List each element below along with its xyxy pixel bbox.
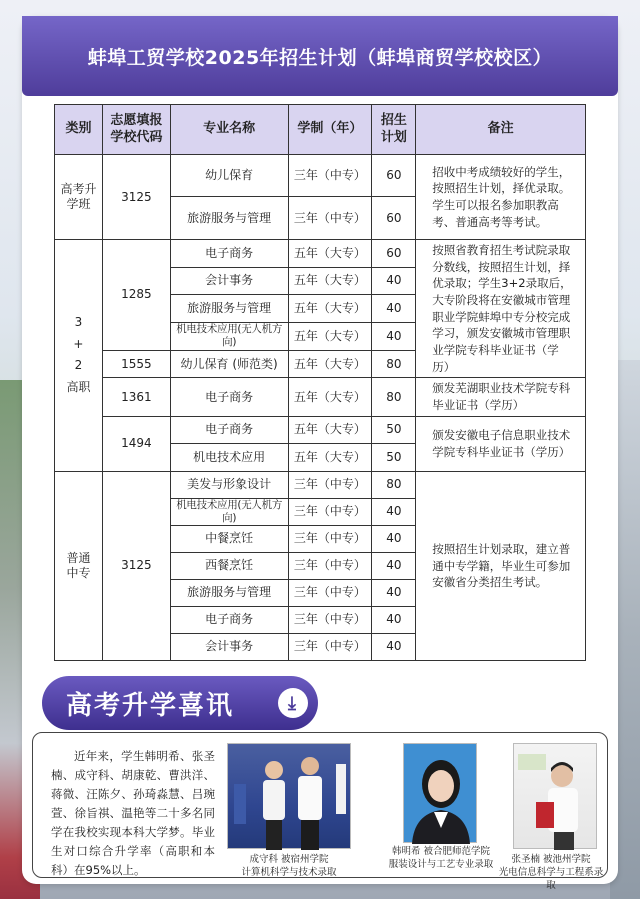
plan-cell: 40 [372, 498, 416, 525]
school-code-cell: 1494 [102, 416, 170, 471]
years-cell: 三年（中专） [288, 471, 372, 498]
header-category: 类别 [55, 105, 103, 155]
news-title-text: 高考升学喜讯 [66, 690, 235, 721]
header-remarks: 备注 [416, 105, 586, 155]
student-photo [227, 743, 351, 849]
student-caption-line: 韩明希 被合肥师范学院 [391, 846, 491, 857]
plan-cell: 40 [372, 606, 416, 633]
student-caption-line: 服装设计与工艺专业录取 [388, 859, 494, 870]
plan-cell: 40 [372, 525, 416, 552]
category-cell: 3 + 2 高职 [55, 240, 103, 472]
major-cell: 西餐烹饪 [170, 552, 288, 579]
years-cell: 五年（大专） [288, 240, 372, 268]
table-row [55, 471, 586, 498]
remarks-cell: 颁发安徽电子信息职业技术学院专科毕业证书（学历） [416, 416, 586, 471]
news-text: 近年来，学生韩明希、张圣楠、成守科、胡康乾、曹洪洋、蒋微、汪陈夕、孙琦淼慧、吕琬萱、徐旨祺、温艳等二十多名同学在我校实现本科大学梦。毕业生对口综合升学率（高职和本科）在95%以上。 [51, 749, 215, 877]
years-cell: 五年（大专） [288, 350, 372, 378]
major-cell: 机电技术应用(无人机方向) [170, 498, 288, 525]
student-caption-line: 张圣楠 被池州学院 [511, 854, 591, 865]
table-row [55, 378, 586, 416]
school-code-cell: 3125 [102, 471, 170, 660]
header-years: 学制（年） [288, 105, 372, 155]
header-school-code: 志愿填报 学校代码 [102, 105, 170, 155]
remarks-cell: 招收中考成绩较好的学生，按照招生计划，择优录取。学生可以报名参加职教高考、普通高考等考试。 [416, 155, 586, 240]
plan-cell: 40 [372, 552, 416, 579]
major-cell: 电子商务 [170, 378, 288, 416]
page-title: 蚌埠工贸学校2025年招生计划（蚌埠商贸学校校区） [22, 16, 618, 96]
plan-cell: 80 [372, 378, 416, 416]
years-cell: 五年（大专） [288, 295, 372, 323]
years-cell: 三年（中专） [288, 197, 372, 240]
plan-cell: 80 [372, 350, 416, 378]
major-cell: 电子商务 [170, 240, 288, 268]
student-caption [495, 853, 607, 892]
student-photo-illustration [404, 744, 478, 844]
plan-cell: 60 [372, 197, 416, 240]
news-box [32, 732, 608, 891]
years-cell: 三年（中专） [288, 155, 372, 197]
major-cell: 会计事务 [170, 633, 288, 660]
major-cell: 机电技术应用 [170, 443, 288, 471]
student-photo-illustration [514, 744, 598, 850]
major-cell: 会计事务 [170, 267, 288, 295]
table-row [55, 416, 586, 443]
major-cell: 幼儿保育 [170, 155, 288, 197]
category-cell: 高考升 学班 [55, 155, 103, 240]
student-caption [381, 845, 501, 871]
student-caption-line: 计算机科学与技术录取 [241, 867, 337, 878]
table-row [55, 155, 586, 197]
school-code-cell: 1555 [102, 350, 170, 378]
student-photo [513, 743, 597, 849]
major-cell: 旅游服务与管理 [170, 295, 288, 323]
enrollment-table [54, 104, 586, 661]
major-cell: 美发与形象设计 [170, 471, 288, 498]
header-major: 专业名称 [170, 105, 288, 155]
years-cell: 三年（中专） [288, 525, 372, 552]
student-photo-illustration [228, 744, 352, 850]
major-cell: 机电技术应用(无人机方向) [170, 322, 288, 350]
years-cell: 三年（中专） [288, 552, 372, 579]
major-cell: 旅游服务与管理 [170, 197, 288, 240]
years-cell: 三年（中专） [288, 633, 372, 660]
plan-cell: 50 [372, 416, 416, 443]
remarks-cell: 按照省教育招生考试院录取分数线，按照招生计划，择优录取；学生3+2录取后，大专阶段将在安徽城市管理职业学院蚌埠中专分校完成学习，颁发安徽城市管理职业学院专科毕业证书（学历） [416, 240, 586, 378]
years-cell: 五年（大专） [288, 378, 372, 416]
header-plan: 招生 计划 [372, 105, 416, 155]
plan-cell: 50 [372, 443, 416, 471]
years-cell: 五年（大专） [288, 267, 372, 295]
student-photo [403, 743, 477, 843]
plan-cell: 60 [372, 155, 416, 197]
plan-cell: 60 [372, 240, 416, 268]
school-code-cell: 1361 [102, 378, 170, 416]
student-caption [221, 853, 357, 879]
school-code-cell: 3125 [102, 155, 170, 240]
major-cell: 旅游服务与管理 [170, 579, 288, 606]
student-caption-line: 光电信息科学与工程系录取 [498, 867, 604, 891]
plan-cell: 40 [372, 322, 416, 350]
years-cell: 五年（大专） [288, 443, 372, 471]
plan-cell: 40 [372, 267, 416, 295]
years-cell: 三年（中专） [288, 498, 372, 525]
remarks-cell: 按照招生计划录取，建立普通中专学籍，毕业生可参加安徽省分类招生考试。 [416, 471, 586, 660]
years-cell: 三年（中专） [288, 579, 372, 606]
student-caption-line: 成守科 被宿州学院 [249, 854, 329, 865]
major-cell: 电子商务 [170, 416, 288, 443]
remarks-cell: 颁发芜湖职业技术学院专科毕业证书（学历） [416, 378, 586, 416]
news-section-title [42, 676, 318, 730]
years-cell: 五年（大专） [288, 322, 372, 350]
download-circle-icon: ⤓ [278, 688, 308, 718]
poster-card [22, 16, 618, 891]
table-row [55, 240, 586, 268]
years-cell: 五年（大专） [288, 416, 372, 443]
major-cell: 中餐烹饪 [170, 525, 288, 552]
table-header-row [55, 105, 586, 155]
major-cell: 幼儿保育 (师范类) [170, 350, 288, 378]
category-cell: 普通 中专 [55, 471, 103, 660]
plan-cell: 40 [372, 295, 416, 323]
years-cell: 三年（中专） [288, 606, 372, 633]
plan-cell: 40 [372, 579, 416, 606]
school-code-cell: 1285 [102, 240, 170, 351]
plan-cell: 80 [372, 471, 416, 498]
plan-cell: 40 [372, 633, 416, 660]
major-cell: 电子商务 [170, 606, 288, 633]
